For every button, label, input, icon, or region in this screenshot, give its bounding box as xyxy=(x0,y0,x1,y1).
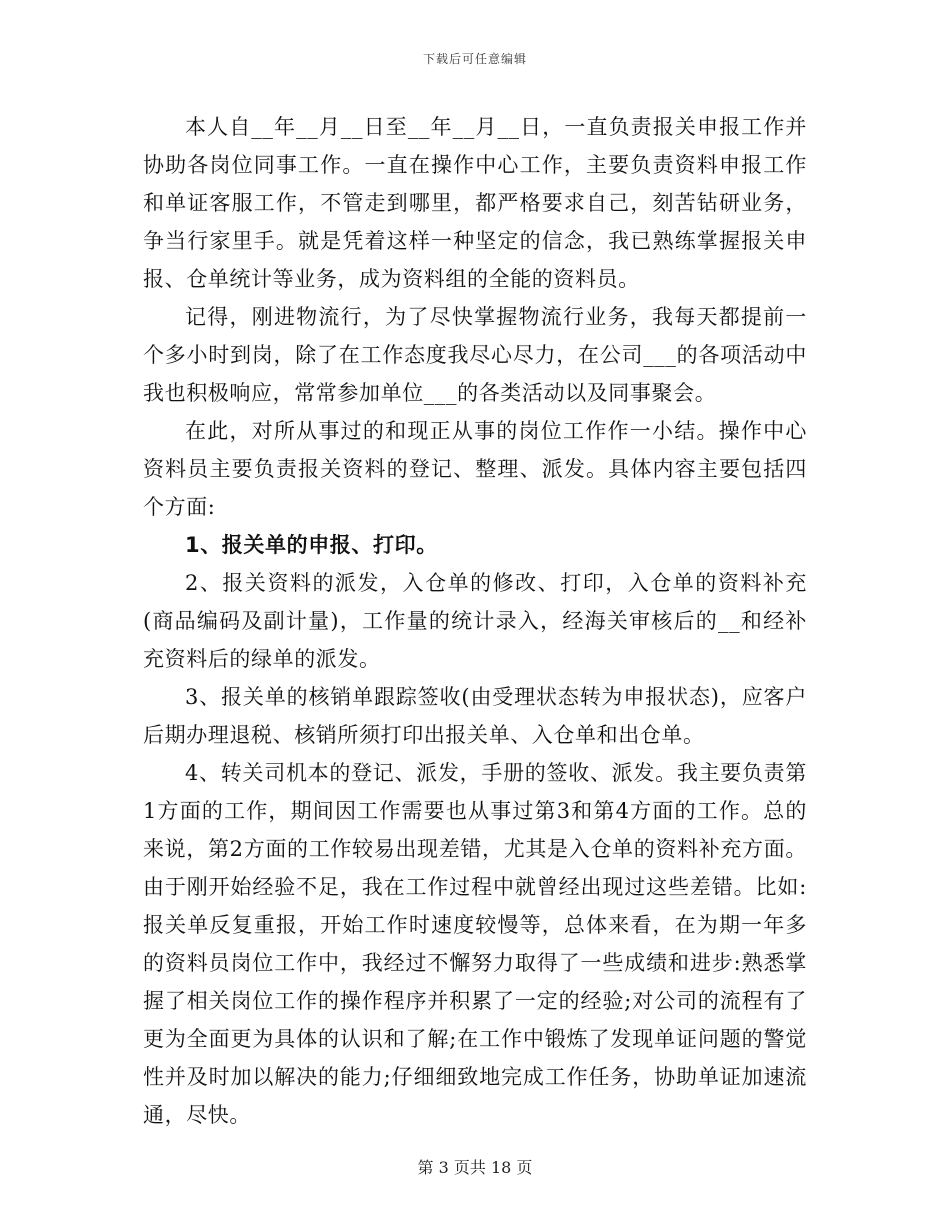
list-item-2: 2、报关资料的派发，入仓单的修改、打印，入仓单的资料补充(商品编码及副计量)，工作量的统计录入，经海关审核后的__和经补充资料后的绿单的派发。 xyxy=(143,571,807,671)
page-header: 下载后可任意编辑 xyxy=(422,52,527,66)
list-item-3: 3、报关单的核销单跟踪签收(由受理状态转为申报状态)，应客户后期办理退税、核销所须打印出报关单、入仓单和出仓单。 xyxy=(143,685,807,747)
paragraph-summary: 在此，对所从事过的和现正从事的岗位工作作一小结。操作中心资料员主要负责报关资料的登记、整理、派发。具体内容主要包括四个方面: xyxy=(143,419,807,519)
page-footer: 第 3 页共 18 页 xyxy=(417,1158,533,1177)
paragraph-recollection: 记得，刚进物流行，为了尽快掌握物流行业务，我每天都提前一个多小时到岗，除了在工作态度我尽心尽力，在公司___的各项活动中我也积极响应，常常参加单位___的各类活动以及同事聚会。 xyxy=(143,305,807,405)
list-item-4: 4、转关司机本的登记、派发，手册的签收、派发。我主要负责第1方面的工作，期间因工作需要也从事过第3和第4方面的工作。总的来说，第2方面的工作较易出现差错，尤其是入仓单的资料补充方面。由于刚开始经验不足，我在工作过程中就曾经出现过这些差错。比如:报关单反复重报，开始工作时速度较慢等，总体来看，在为期一年多的资料员岗位工作中，我经过不懈努力取得了一些成绩和进步:熟悉掌握了相关岗位工作的操作程序并积累了一定的经验;对公司的流程有了更为全面更为具体的认识和了解;在工作中锻炼了发现单证问题的警觉性并及时加以解决的能力;仔细细致地完成工作任务，协助单证加速流通，尽快。 xyxy=(143,761,807,1127)
list-item-1: 1、报关单的申报、打印。 xyxy=(185,533,438,557)
paragraph-intro: 本人自__年__月__日至__年__月__日，一直负责报关申报工作并协助各岗位同事工作。一直在操作中心工作，主要负责资料申报工作和单证客服工作，不管走到哪里，都严格要求自己，刻苦钻研业务，争当行家里手。就是凭着这样一种坚定的信念，我已熟练掌握报关申报、仓单统计等业务，成为资料组的全能的资料员。 xyxy=(143,115,807,291)
document-body xyxy=(143,108,807,1134)
